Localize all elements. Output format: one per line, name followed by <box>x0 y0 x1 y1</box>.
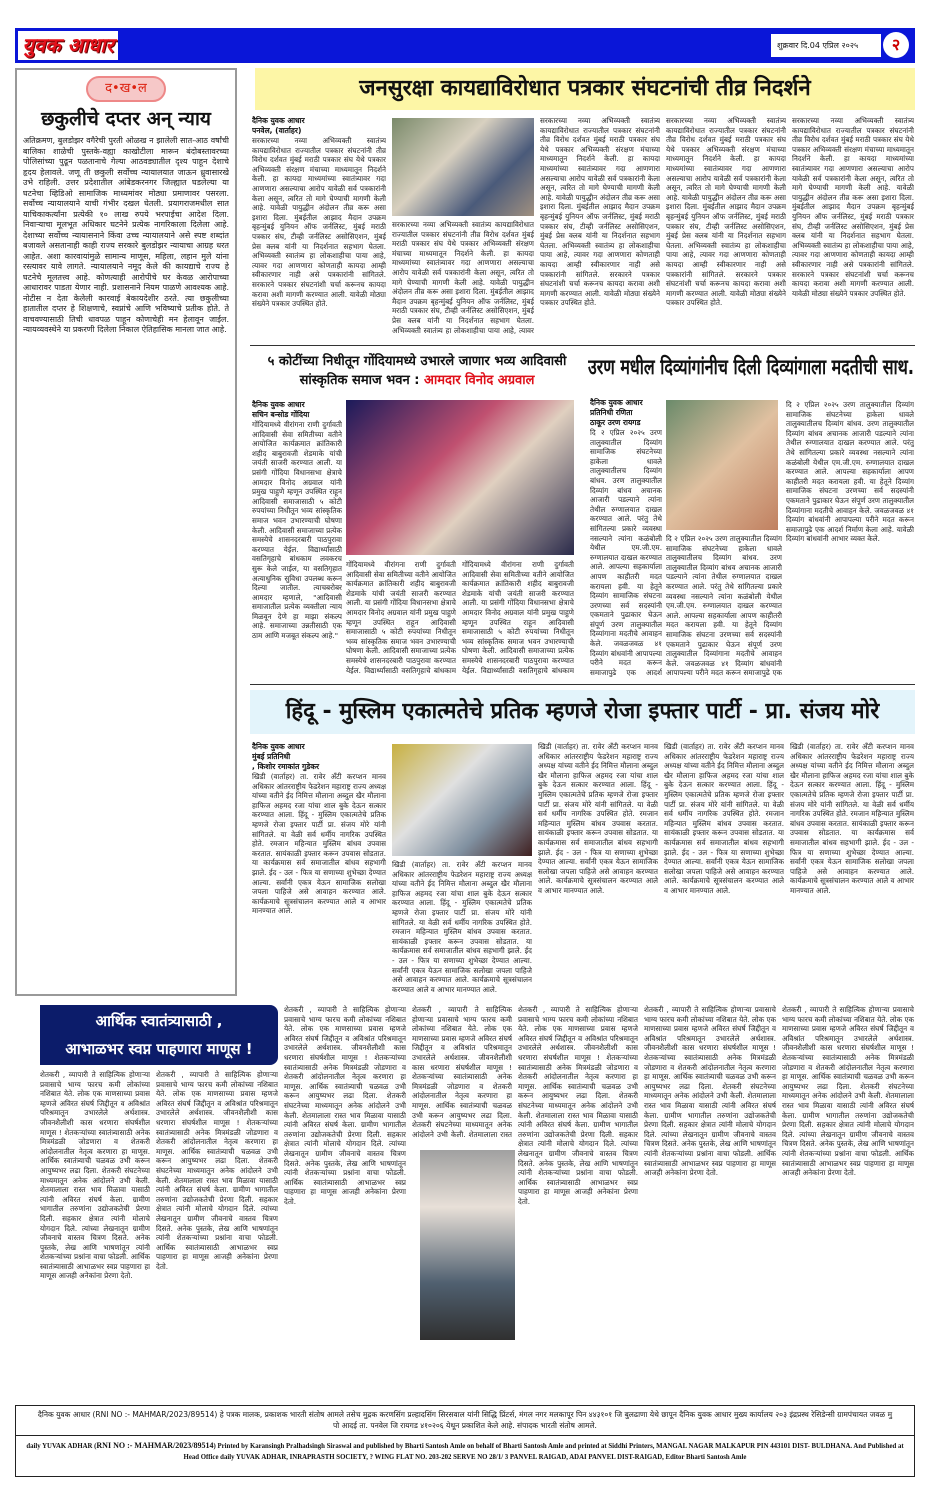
imprint-english: ) Printed by Karansingh Pralhadsingh Siraswal and published by Bharti Santosh Amle on behalf of Bharti Santosh Amle and printed at Siddhi Printers, MANGAL NAGAR MALKAPUR PIN 443101 DIST- BULDHANA. And Published at Head Office daily YUVAK ADHAR, INRAPRASTH SOCIETY, ? WING FLAT NO. 203-202 SERVE NO 28/1/ 3 PANVEL RAIGAD, ADAI PANVEL DIST-RAIGAD, Editor Bharti Santosh Amle <box>183 1443 904 1461</box>
gondia-headline-highlight: आमदार विनोद अग्रवाल <box>423 373 535 388</box>
uran-body: दि २ एप्रिल २०२५ उरण तालुक्यातील दिव्यांग सामाजिक संघटनेच्या हाकेला धावले तालुक्यातीलच दिव्यांग बांधव. उरण तालुक्यातील दिव्यांग बांधव अचानक आजारी पडल्याने त्यांना तेथील रुग्णालयात दाखल करण्यात आले. परंतु तेथे सांगितल्या प्रकारे व्यवस्था नसल्याने त्यांना कळंबोली येथील एम.जी.एम. रुग्णालयात दाखल करण्यात आले. आपल्या सहकार्याला आपण काहीतरी मदत करायला हवी. या हेतूने दिव्यांग सामाजिक संघटना उरणच्या सर्व सदस्यांनी एकमताने पुढाकार घेऊन संपूर्ण उरण तालुक्यातील दिव्यांगाना मदतीचे आवाहन केले. जवळजवळ ४१ दिव्यांग बांधवांनी आपापल्या परीने मदत करून समाजापुढे एक आदर्श <box>590 428 662 677</box>
main-story-col4 <box>666 116 786 336</box>
bottom-col4 <box>412 1005 512 1145</box>
gondia-body-cont: गोंदियामध्ये वीरांगना राणी दुर्गावती आदिवासी सेवा समितीच्या वतीने आयोजित कार्यक्रमात क्रांतिकारी शहीद बाबुरावजी शेडमाके यांची जयंती साजरी करण्यात आली. या प्रसंगी गोंदिया विधानसभा क्षेत्राचे आमदार विनोद अग्रवाल यांनी प्रमुख पाहुणे म्हणून उपस्थित राहून आदिवासी समाजासाठी ५ कोटी रुपयांच्या निधीतून भव्य सांस्कृतिक समाज भवन उभारण्याची घोषणा केली. आदिवासी समाजाच्या प्रत्येक समस्येचे शासनदरबारी पाठपुरावा करण्यात येईल. विद्यार्थ्यांसाठी वसतिगृहाचे बांधकाम <box>346 560 456 675</box>
editorial-title-box <box>23 106 229 132</box>
imprint-rni: RNI NO :- MAHMAR/2023/89514 <box>96 1441 214 1450</box>
byline-location: पनवेल, (वार्ताहर) <box>252 126 302 135</box>
bottom-body-cont: शेतकरी , व्यापारी ते साहित्यिक होणाऱ्या प्रवासाचे भाग्य फारच कमी लोकांच्या नशिबात येते. लोक एक माणसाच्या प्रवास म्हणजे अविरत संघर्ष जिद्दीतून व अविश्रांत परिश्रमातून उभारलेले अर्थशास्त्र. जीवनशैलीशी कास धरणारा संघर्षशील माणूस ! शेतकऱ्यांच्या स्वातंत्र्यासाठी अनेक मित्रमंडळी जोडणारा व शेतकरी आंदोलनातील नेतृत्व करणारा हा माणूस. आर्थिक स्वातंत्र्याची चळवळ उभी करून आयुष्यभर लढा दिला. शेतकरी संघटनेच्या माध्यमातून अनेक आंदोलने उभी केली. शेतमालाला रास्त भाव मिळावा यासाठी त्यांनी अविरत संघर्ष केला. ग्रामीण भागातील तरुणांना उद्योजकतेची प्रेरणा दिली. सहकार क्षेत्रात त्यांनी मोलाचे योगदान दिले. त्यांच्या लेखनातून ग्रामीण जीवनाचे वास्तव चित्रण दिसते. अनेक पुस्तके, लेख आणि भाषणांतून त्यांनी शेतकऱ्यांच्या प्रश्नांना वाचा फोडली. आर्थिक स्वातंत्र्यासाठी आभाळभर स्वप्न पाहणारा हा माणूस आजही अनेकांना प्रेरणा देतो. <box>782 1005 914 1178</box>
issue-date-box <box>771 34 881 57</box>
uran-headline: उरण मधील दिव्यांगांनीच दिली दिव्यांगाला मदतीची साथ. <box>588 355 914 379</box>
newspaper-logo-box <box>18 31 118 60</box>
main-story-col1 <box>252 116 386 336</box>
gondia-headline <box>252 352 582 392</box>
gondia-body-cont: गोंदियामध्ये वीरांगना राणी दुर्गावती आदिवासी सेवा समितीच्या वतीने आयोजित कार्यक्रमात क्रांतिकारी शहीद बाबुरावजी शेडमाके यांची जयंती साजरी करण्यात आली. या प्रसंगी गोंदिया विधानसभा क्षेत्राचे आमदार विनोद अग्रवाल यांनी प्रमुख पाहुणे म्हणून उपस्थित राहून आदिवासी समाजासाठी ५ कोटी रुपयांच्या निधीतून भव्य सांस्कृतिक समाज भवन उभारण्याची घोषणा केली. आदिवासी समाजाच्या प्रत्येक समस्येचे शासनदरबारी पाठपुरावा करण्यात येईल. विद्यार्थ्यांसाठी वसतिगृहाचे बांधकाम <box>462 560 574 675</box>
portrait-photo <box>420 1150 515 1340</box>
byline-location: ठाकूर उरण रायगड <box>590 418 641 427</box>
page-number: २ <box>883 32 909 58</box>
uran-col3 <box>786 400 914 680</box>
roza-body-cont: खिडी (वार्ताहर) ता. रावेर अँटी करप्शन मानव अधिकार आंतरराष्ट्रीय फेडरेशन महाराष्ट्र राज्य अध्यक्ष यांच्या वतीने ईद निमित्त मौलाना अब्दुल खैर मौलाना हाफिज अहमद रजा यांचा शाल बुके देऊन सत्कार करण्यात आला. हिंदू - मुस्लिम एकात्मतेचे प्रतिक म्हणजे रोजा इफ्तार पार्टी प्रा. संजय मोरे यांनी सांगितले. या वेळी सर्व धर्मीय नागरिक उपस्थित होते. रमजान महिन्यात मुस्लिम बांधव उपवास करतात. सायंकाळी इफ्तार करून उपवास सोडतात. या कार्यक्रमास सर्व समाजातील बांधव सहभागी झाले. ईद - उल - फित्र या सणाच्या शुभेच्छा देण्यात आल्या. सर्वांनी एकत्र येऊन सामाजिक सलोखा जपला पाहिजे असे आवाहन करण्यात आले. कार्यक्रमाचे सूत्रसंचालन करण्यात आले व आभार मानण्यात आले. <box>392 860 532 994</box>
uran-headline-box <box>588 352 914 384</box>
uran-body-cont: दि २ एप्रिल २०२५ उरण तालुक्यातील दिव्यांग सामाजिक संघटनेच्या हाकेला धावले तालुक्यातीलच दिव्यांग बांधव. उरण तालुक्यातील दिव्यांग बांधव अचानक आजारी पडल्याने त्यांना तेथील रुग्णालयात दाखल करण्यात आले. परंतु तेथे सांगितल्या प्रकारे व्यवस्था नसल्याने त्यांना कळंबोली येथील एम.जी.एम. रुग्णालयात दाखल करण्यात आले. आपल्या सहकार्याला आपण काहीतरी मदत करायला हवी. या हेतूने दिव्यांग सामाजिक संघटना उरणच्या सर्व सदस्यांनी एकमताने पुढाकार घेऊन संपूर्ण उरण तालुक्यातील दिव्यांगाना मदतीचे आवाहन केले. जवळजवळ ४१ दिव्यांग बांधवांनी आपापल्या परीने मदत करून समाजापुढे एक आदर्श निर्माण केला आहे. यावेळी दिव्यांग बांधवांनी आभार व्यक्त केले. <box>786 400 914 544</box>
main-story-body-cont: सरकारच्या नव्या अभिव्यक्ती स्वातंत्र्य कायद्याविरोधात राज्यातील पत्रकार संघटनांनी तीव्र विरोध दर्शवत मुंबई मराठी पत्रकार संघ येथे पत्रकार अभिव्यक्ती संरक्षण मंचाच्या माध्यमातून निदर्शने केली. हा कायदा माध्यमांच्या स्वातंत्र्यावर गदा आणणारा असल्याचा आरोप यावेळी सर्व पत्रकारांनी केला असून, त्वरित तो मागे घेण्याची मागणी केली आहे. यावेळी पायुद्धीन अंदोलन तीव्र करू असा इशारा दिला. मुंबईतील आझाद मैदान उपक्रम बृहन्मुंबई युनियन ऑफ जर्नलिस्ट, मुंबई मराठी पत्रकार संघ, टीव्ही जर्नलिस्ट असोसिएशन, मुंबई प्रेस क्लब यांनी या निदर्शनात सहभाग घेतला. अभिव्यक्ती स्वातंत्र्य हा लोकशाहीचा पाया आहे, त्यावर गदा आणणारा कोणताही कायदा आम्ही स्वीकारणार नाही असे पत्रकारांनी सांगितले. सरकारने पत्रकार संघटनांशी चर्चा करूनच कायदा करावा अशी मागणी करण्यात आली. यावेळी मोठ्या संख्येने पत्रकार उपस्थित होते. <box>792 116 914 298</box>
bottom-body: शेतकरी , व्यापारी ते साहित्यिक होणाऱ्या प्रवासाचे भाग्य फारच कमी लोकांच्या नशिबात येते. लोक एक माणसाच्या प्रवास म्हणजे अविरत संघर्ष जिद्दीतून व अविश्रांत परिश्रमातून उभारलेले अर्थशास्त्र. जीवनशैलीशी कास धरणारा संघर्षशील माणूस ! शेतकऱ्यांच्या स्वातंत्र्यासाठी अनेक मित्रमंडळी जोडणारा व शेतकरी आंदोलनातील नेतृत्व करणारा हा माणूस. आर्थिक स्वातंत्र्याची चळवळ उभी करून आयुष्यभर लढा दिला. शेतकरी संघटनेच्या माध्यमातून अनेक आंदोलने उभी केली. शेतमालाला रास्त भाव मिळावा यासाठी त्यांनी अविरत संघर्ष केला. ग्रामीण भागातील तरुणांना उद्योजकतेची प्रेरणा दिली. सहकार क्षेत्रात त्यांनी मोलाचे योगदान दिले. त्यांच्या लेखनातून ग्रामीण जीवनाचे वास्तव चित्रण दिसते. अनेक पुस्तके, लेख आणि भाषणांतून त्यांनी शेतकऱ्यांच्या प्रश्नांना वाचा फोडली. आर्थिक स्वातंत्र्यासाठी आभाळभर स्वप्न पाहणारा हा माणूस आजही अनेकांना प्रेरणा देतो. <box>40 1070 150 1281</box>
divider <box>250 345 915 346</box>
iftar-party-photo <box>392 744 532 856</box>
journalists-protest-photo <box>392 118 534 216</box>
bottom-headline-line2: आभाळभर स्वप्न पाहणारा माणूस ! <box>65 1040 253 1058</box>
bottom-col5 <box>518 1005 638 1395</box>
bottom-col2 <box>156 1070 278 1395</box>
roza-col4 <box>664 742 784 997</box>
bottom-body-cont: शेतकरी , व्यापारी ते साहित्यिक होणाऱ्या प्रवासाचे भाग्य फारच कमी लोकांच्या नशिबात येते. लोक एक माणसाच्या प्रवास म्हणजे अविरत संघर्ष जिद्दीतून व अविश्रांत परिश्रमातून उभारलेले अर्थशास्त्र. जीवनशैलीशी कास धरणारा संघर्षशील माणूस ! शेतकऱ्यांच्या स्वातंत्र्यासाठी अनेक मित्रमंडळी जोडणारा व शेतकरी आंदोलनातील नेतृत्व करणारा हा माणूस. आर्थिक स्वातंत्र्याची चळवळ उभी करून आयुष्यभर लढा दिला. शेतकरी संघटनेच्या माध्यमातून अनेक आंदोलने उभी केली. शेतमालाला रास्त भाव मिळावा यासाठी त्यांनी अविरत संघर्ष केला. ग्रामीण भागातील तरुणांना उद्योजकतेची प्रेरणा दिली. सहकार क्षेत्रात त्यांनी मोलाचे योगदान दिले. त्यांच्या लेखनातून ग्रामीण जीवनाचे वास्तव चित्रण दिसते. अनेक पुस्तके, लेख आणि भाषणांतून त्यांनी शेतकऱ्यांच्या प्रश्नांना वाचा फोडली. आर्थिक स्वातंत्र्यासाठी आभाळभर स्वप्न पाहणारा हा माणूस आजही अनेकांना प्रेरणा देतो. <box>156 1070 278 1271</box>
divider <box>250 684 915 685</box>
bottom-col3 <box>284 1005 406 1395</box>
main-story-body-cont: सरकारच्या नव्या अभिव्यक्ती स्वातंत्र्य कायद्याविरोधात राज्यातील पत्रकार संघटनांनी तीव्र विरोध दर्शवत मुंबई मराठी पत्रकार संघ येथे पत्रकार अभिव्यक्ती संरक्षण मंचाच्या माध्यमातून निदर्शने केली. हा कायदा माध्यमांच्या स्वातंत्र्यावर गदा आणणारा असल्याचा आरोप यावेळी सर्व पत्रकारांनी केला असून, त्वरित तो मागे घेण्याची मागणी केली आहे. यावेळी पायुद्धीन अंदोलन तीव्र करू असा इशारा दिला. मुंबईतील आझाद मैदान उपक्रम बृहन्मुंबई युनियन ऑफ जर्नलिस्ट, मुंबई मराठी पत्रकार संघ, टीव्ही जर्नलिस्ट असोसिएशन, मुंबई प्रेस क्लब यांनी या निदर्शनात सहभाग घेतला. अभिव्यक्ती स्वातंत्र्य हा लोकशाहीचा पाया आहे, त्यावर गदा आणणारा कोणताही कायदा आम्ही स्वीकारणार नाही असे पत्रकारांनी सांगितले. सरकारने पत्रकार संघटनांशी चर्चा करूनच कायदा करावा अशी मागणी करण्यात आली. यावेळी मोठ्या संख्येने पत्रकार उपस्थित होते. <box>666 116 786 308</box>
roza-body-cont: खिडी (वार्ताहर) ता. रावेर अँटी करप्शन मानव अधिकार आंतरराष्ट्रीय फेडरेशन महाराष्ट्र राज्य अध्यक्ष यांच्या वतीने ईद निमित्त मौलाना अब्दुल खैर मौलाना हाफिज अहमद रजा यांचा शाल बुके देऊन सत्कार करण्यात आला. हिंदू - मुस्लिम एकात्मतेचे प्रतिक म्हणजे रोजा इफ्तार पार्टी प्रा. संजय मोरे यांनी सांगितले. या वेळी सर्व धर्मीय नागरिक उपस्थित होते. रमजान महिन्यात मुस्लिम बांधव उपवास करतात. सायंकाळी इफ्तार करून उपवास सोडतात. या कार्यक्रमास सर्व समाजातील बांधव सहभागी झाले. ईद - उल - फित्र या सणाच्या शुभेच्छा देण्यात आल्या. सर्वांनी एकत्र येऊन सामाजिक सलोखा जपला पाहिजे असे आवाहन करण्यात आले. कार्यक्रमाचे सूत्रसंचालन करण्यात आले व आभार मानण्यात आले. <box>664 742 784 895</box>
roza-col2 <box>392 860 532 997</box>
imprint-english-prefix: daily YUVAK ADHAR ( <box>26 1443 97 1450</box>
byline: दैनिक युवक आधार <box>252 116 305 125</box>
uran-donation-photo <box>666 400 778 530</box>
dakhal-section-logo-box <box>86 76 166 102</box>
byline: दैनिक युवक आधार <box>590 398 643 407</box>
roza-headline: हिंदू - मुस्लिम एकात्मतेचे प्रतिक म्हणजे रोजा इफ्तार पार्टी - प्रा. संजय मोरे <box>285 699 880 724</box>
main-story-body: सरकारच्या नव्या अभिव्यक्ती स्वातंत्र्य कायद्याविरोधात राज्यातील पत्रकार संघटनांनी तीव्र विरोध दर्शवत मुंबई मराठी पत्रकार संघ येथे पत्रकार अभिव्यक्ती संरक्षण मंचाच्या माध्यमातून निदर्शने केली. हा कायदा माध्यमांच्या स्वातंत्र्यावर गदा आणणारा असल्याचा आरोप यावेळी सर्व पत्रकारांनी केला असून, त्वरित तो मागे घेण्याची मागणी केली आहे. यावेळी पायुद्धीन अंदोलन तीव्र करू असा इशारा दिला. मुंबईतील आझाद मैदान उपक्रम बृहन्मुंबई युनियन ऑफ जर्नलिस्ट, मुंबई मराठी पत्रकार संघ, टीव्ही जर्नलिस्ट असोसिएशन, मुंबई प्रेस क्लब यांनी या निदर्शनात सहभाग घेतला. अभिव्यक्ती स्वातंत्र्य हा लोकशाहीचा पाया आहे, त्यावर गदा आणणारा कोणताही कायदा आम्ही स्वीकारणार नाही असे पत्रकारांनी सांगितले. सरकारने पत्रकार संघटनांशी चर्चा करूनच कायदा करावा अशी मागणी करण्यात आली. यावेळी मोठ्या संख्येने पत्रकार उपस्थित होते. <box>252 136 386 309</box>
roza-body-cont: खिडी (वार्ताहर) ता. रावेर अँटी करप्शन मानव अधिकार आंतरराष्ट्रीय फेडरेशन महाराष्ट्र राज्य अध्यक्ष यांच्या वतीने ईद निमित्त मौलाना अब्दुल खैर मौलाना हाफिज अहमद रजा यांचा शाल बुके देऊन सत्कार करण्यात आला. हिंदू - मुस्लिम एकात्मतेचे प्रतिक म्हणजे रोजा इफ्तार पार्टी प्रा. संजय मोरे यांनी सांगितले. या वेळी सर्व धर्मीय नागरिक उपस्थित होते. रमजान महिन्यात मुस्लिम बांधव उपवास करतात. सायंकाळी इफ्तार करून उपवास सोडतात. या कार्यक्रमास सर्व समाजातील बांधव सहभागी झाले. ईद - उल - फित्र या सणाच्या शुभेच्छा देण्यात आल्या. सर्वांनी एकत्र येऊन सामाजिक सलोखा जपला पाहिजे असे आवाहन करण्यात आले. कार्यक्रमाचे सूत्रसंचालन करण्यात आले व आभार मानण्यात आले. <box>790 742 914 895</box>
gondia-headline-line1-box <box>252 352 582 371</box>
main-story-col2 <box>392 220 534 335</box>
byline-reporter: , किशोर रमाकांत गुडेकर <box>252 762 320 771</box>
bottom-col6 <box>644 1005 776 1395</box>
bottom-col1 <box>40 1070 150 1395</box>
editorial-column <box>15 68 237 996</box>
main-story-body-cont: सरकारच्या नव्या अभिव्यक्ती स्वातंत्र्य कायद्याविरोधात राज्यातील पत्रकार संघटनांनी तीव्र विरोध दर्शवत मुंबई मराठी पत्रकार संघ येथे पत्रकार अभिव्यक्ती संरक्षण मंचाच्या माध्यमातून निदर्शने केली. हा कायदा माध्यमांच्या स्वातंत्र्यावर गदा आणणारा असल्याचा आरोप यावेळी सर्व पत्रकारांनी केला असून, त्वरित तो मागे घेण्याची मागणी केली आहे. यावेळी पायुद्धीन अंदोलन तीव्र करू असा इशारा दिला. मुंबईतील आझाद मैदान उपक्रम बृहन्मुंबई युनियन ऑफ जर्नलिस्ट, मुंबई मराठी पत्रकार संघ, टीव्ही जर्नलिस्ट असोसिएशन, मुंबई प्रेस क्लब यांनी या निदर्शनात सहभाग घेतला. अभिव्यक्ती स्वातंत्र्य हा लोकशाहीचा पाया आहे, त्यावर गदा आणणारा कोणताही कायदा आम्ही स्वीकारणार नाही असे पत्रकारांनी सांगितले. सरकारने पत्रकार संघटनांशी चर्चा करूनच कायदा करावा अशी मागणी करण्यात आली. यावेळी मोठ्या संख्येने पत्रकार उपस्थित होते. <box>540 116 660 308</box>
bottom-headline <box>40 1005 278 1065</box>
bottom-headline-line2-box <box>46 1035 272 1063</box>
main-story-body-cont: सरकारच्या नव्या अभिव्यक्ती स्वातंत्र्य कायद्याविरोधात राज्यातील पत्रकार संघटनांनी तीव्र विरोध दर्शवत मुंबई मराठी पत्रकार संघ येथे पत्रकार अभिव्यक्ती संरक्षण मंचाच्या माध्यमातून निदर्शने केली. हा कायदा माध्यमांच्या स्वातंत्र्यावर गदा आणणारा असल्याचा आरोप यावेळी सर्व पत्रकारांनी केला असून, त्वरित तो मागे घेण्याची मागणी केली आहे. यावेळी पायुद्धीन अंदोलन तीव्र करू असा इशारा दिला. मुंबईतील आझाद मैदान उपक्रम बृहन्मुंबई युनियन ऑफ जर्नलिस्ट, मुंबई मराठी पत्रकार संघ, टीव्ही जर्नलिस्ट असोसिएशन, मुंबई प्रेस क्लब यांनी या निदर्शनात सहभाग घेतला. अभिव्यक्ती स्वातंत्र्य हा लोकशाहीचा पाया आहे, त्यावर <box>392 220 534 335</box>
roza-body-cont: खिडी (वार्ताहर) ता. रावेर अँटी करप्शन मानव अधिकार आंतरराष्ट्रीय फेडरेशन महाराष्ट्र राज्य अध्यक्ष यांच्या वतीने ईद निमित्त मौलाना अब्दुल खैर मौलाना हाफिज अहमद रजा यांचा शाल बुके देऊन सत्कार करण्यात आला. हिंदू - मुस्लिम एकात्मतेचे प्रतिक म्हणजे रोजा इफ्तार पार्टी प्रा. संजय मोरे यांनी सांगितले. या वेळी सर्व धर्मीय नागरिक उपस्थित होते. रमजान महिन्यात मुस्लिम बांधव उपवास करतात. सायंकाळी इफ्तार करून उपवास सोडतात. या कार्यक्रमास सर्व समाजातील बांधव सहभागी झाले. ईद - उल - फित्र या सणाच्या शुभेच्छा देण्यात आल्या. सर्वांनी एकत्र येऊन सामाजिक सलोखा जपला पाहिजे असे आवाहन करण्यात आले. कार्यक्रमाचे सूत्रसंचालन करण्यात आले व आभार मानण्यात आले. <box>538 742 658 895</box>
gondia-headline-line2-box <box>252 371 582 390</box>
roza-col5 <box>790 742 914 997</box>
byline: दैनिक युवक आधार <box>252 400 305 409</box>
gondia-headline-line1: ५ कोटींच्या निधीतून गोंदियामध्ये उभारले जाणार भव्य आदिवासी <box>267 354 567 369</box>
gondia-col3 <box>462 560 574 680</box>
bottom-body-cont: शेतकरी , व्यापारी ते साहित्यिक होणाऱ्या प्रवासाचे भाग्य फारच कमी लोकांच्या नशिबात येते. लोक एक माणसाच्या प्रवास म्हणजे अविरत संघर्ष जिद्दीतून व अविश्रांत परिश्रमातून उभारलेले अर्थशास्त्र. जीवनशैलीशी कास धरणारा संघर्षशील माणूस ! शेतकऱ्यांच्या स्वातंत्र्यासाठी अनेक मित्रमंडळी जोडणारा व शेतकरी आंदोलनातील नेतृत्व करणारा हा माणूस. आर्थिक स्वातंत्र्याची चळवळ उभी करून आयुष्यभर लढा दिला. शेतकरी संघटनेच्या माध्यमातून अनेक आंदोलने उभी केली. शेतमालाला रास्त भाव मिळावा यासाठी त्यांनी अविरत संघर्ष केला. ग्रामीण भागातील तरुणांना उद्योजकतेची प्रेरणा दिली. सहकार क्षेत्रात त्यांनी मोलाचे योगदान दिले. त्यांच्या लेखनातून ग्रामीण जीवनाचे वास्तव चित्रण दिसते. अनेक पुस्तके, लेख आणि भाषणांतून त्यांनी शेतकऱ्यांच्या प्रश्नांना वाचा फोडली. आर्थिक स्वातंत्र्यासाठी आभाळभर स्वप्न पाहणारा हा माणूस आजही अनेकांना प्रेरणा देतो. <box>644 1005 776 1178</box>
newspaper-logo: युवक आधार <box>22 33 114 57</box>
editorial-body: अतिक्रमण, बुलडोझर वगैरेची पुरती ओळख न झालेली सात-आठ वर्षांची बालिका शाळेची पुस्तके-वह्या काखोटीला मारून बंदोबस्तावरच्या पोलिसांच्या पुढून पळतानाचे गेल्या आठवड्यातील दृश्य पाहून देशाचे हृदय हेलावले. जणू ती छकुली सर्वोच्च न्यायालयात जाऊन ध्रुवासारखे उभे राहिली. उत्तर प्रदेशातील आंबेडकरनगर जिल्ह्यात घडलेल्या या घटनेचा व्हिडिओ सामाजिक माध्यमांवर मोठ्या प्रमाणावर पसरला. सर्वोच्च न्यायालयाने याची गंभीर दखल घेतली. प्रयागराजमधील सात याचिकाकर्त्यांना प्रत्येकी १० लाख रुपये भरपाईचा आदेश दिला. निवाऱ्याचा मूलभूत अधिकार घटनेने प्रत्येक नागरिकाला दिलेला आहे. देशाच्या सर्वोच्च न्यायासनाने किंवा उच्च न्यायालयाने असे स्पष्ट शब्दांत बजावले असतानाही काही राज्य सरकारे बुलडोझर न्यायाचा आग्रह धरत आहेत. अशा कारवायांमुळे सामान्य माणूस, महिला, लहान मुले यांना रस्त्यावर यावे लागते. न्यायालयाने नमूद केले की कायद्याचे राज्य हे घटनेचे मूलतत्त्व आहे. कोणत्याही आरोपीचे घर केवळ आरोपाच्या आधारावर पाडता येणार नाही. प्रशासनाने नियम पाळणे आवश्यक आहे. नोटीस न देता केलेली कारवाई बेकायदेशीर ठरते. त्या छकुलीच्या हातातील दप्तर हे शिक्षणाचे, स्वप्नांचे आणि भविष्याचे प्रतीक होते. ते वाचवण्यासाठी तिची धावपळ पाहून कोणाचेही मन हेलावून जाईल. न्यायव्यवस्थेने या प्रकरणी दिलेला निकाल ऐतिहासिक मानला जात आहे. <box>23 136 229 334</box>
main-story-col5 <box>792 116 914 336</box>
gondia-event-photo <box>346 400 574 555</box>
byline-reporter: प्रतिनिधी रणिता <box>590 408 633 417</box>
bottom-col7 <box>782 1005 914 1395</box>
main-headline: जनसुरक्षा कायद्याविरोधात पत्रकार संघटनांची तीव्र निदर्शने <box>359 76 811 101</box>
issue-date: शुक्रवार दि.04 एप्रिल २०२५ <box>777 41 859 50</box>
editorial-title: छकुलीचे दप्तर अन् न्याय <box>41 108 211 130</box>
gondia-headline-line2: सांस्कृतिक समाज भवन : <box>299 373 420 388</box>
byline-reporter: सचिन बन्सोड गोंदिया <box>252 410 310 419</box>
uran-body-cont: दि २ एप्रिल २०२५ उरण तालुक्यातील दिव्यांग सामाजिक संघटनेच्या हाकेला धावले तालुक्यातीलच दिव्यांग बांधव. उरण तालुक्यातील दिव्यांग बांधव अचानक आजारी पडल्याने त्यांना तेथील रुग्णालयात दाखल करण्यात आले. परंतु तेथे सांगितल्या प्रकारे व्यवस्था नसल्याने त्यांना कळंबोली येथील एम.जी.एम. रुग्णालयात दाखल करण्यात आले. आपल्या सहकार्याला आपण काहीतरी मदत करायला हवी. या हेतूने दिव्यांग सामाजिक संघटना उरणच्या सर्व सदस्यांनी एकमताने पुढाकार घेऊन संपूर्ण उरण तालुक्यातील दिव्यांगाना मदतीचे आवाहन केले. जवळजवळ ४१ दिव्यांग बांधवांनी आपापल्या परीने मदत करून समाजापुढे एक <box>666 534 782 678</box>
bottom-body-cont: शेतकरी , व्यापारी ते साहित्यिक होणाऱ्या प्रवासाचे भाग्य फारच कमी लोकांच्या नशिबात येते. लोक एक माणसाच्या प्रवास म्हणजे अविरत संघर्ष जिद्दीतून व अविश्रांत परिश्रमातून उभारलेले अर्थशास्त्र. जीवनशैलीशी कास धरणारा संघर्षशील माणूस ! शेतकऱ्यांच्या स्वातंत्र्यासाठी अनेक मित्रमंडळी जोडणारा व शेतकरी आंदोलनातील नेतृत्व करणारा हा माणूस. आर्थिक स्वातंत्र्याची चळवळ उभी करून आयुष्यभर लढा दिला. शेतकरी संघटनेच्या माध्यमातून अनेक आंदोलने उभी केली. शेतमालाला रास्त <box>412 1005 512 1139</box>
main-story-col3 <box>540 116 660 336</box>
footer-divider <box>16 1435 914 1436</box>
masthead <box>15 28 915 63</box>
roza-col1 <box>252 742 386 997</box>
uran-col2 <box>666 534 782 680</box>
roza-body: खिडी (वार्ताहर) ता. रावेर अँटी करप्शन मानव अधिकार आंतरराष्ट्रीय फेडरेशन महाराष्ट्र राज्य अध्यक्ष यांच्या वतीने ईद निमित्त मौलाना अब्दुल खैर मौलाना हाफिज अहमद रजा यांचा शाल बुके देऊन सत्कार करण्यात आला. हिंदू - मुस्लिम एकात्मतेचे प्रतिक म्हणजे रोजा इफ्तार पार्टी प्रा. संजय मोरे यांनी सांगितले. या वेळी सर्व धर्मीय नागरिक उपस्थित होते. रमजान महिन्यात मुस्लिम बांधव उपवास करतात. सायंकाळी इफ्तार करून उपवास सोडतात. या कार्यक्रमास सर्व समाजातील बांधव सहभागी झाले. ईद - उल - फित्र या सणाच्या शुभेच्छा देण्यात आल्या. सर्वांनी एकत्र येऊन सामाजिक सलोखा जपला पाहिजे असे आवाहन करण्यात आले. कार्यक्रमाचे सूत्रसंचालन करण्यात आले व आभार मानण्यात आले. <box>252 772 386 916</box>
roza-headline-band <box>250 690 915 734</box>
gondia-body: गोंदियामध्ये वीरांगना राणी दुर्गावती आदिवासी सेवा समितीच्या वतीने आयोजित कार्यक्रमात क्रांतिकारी शहीद बाबुरावजी शेडमाके यांची जयंती साजरी करण्यात आली. या प्रसंगी गोंदिया विधानसभा क्षेत्राचे आमदार विनोद अग्रवाल यांनी प्रमुख पाहुणे म्हणून उपस्थित राहून आदिवासी समाजासाठी ५ कोटी रुपयांच्या निधीतून भव्य सांस्कृतिक समाज भवन उभारण्याची घोषणा केली. आदिवासी समाजाच्या प्रत्येक समस्येचे शासनदरबारी पाठपुरावा करण्यात येईल. विद्यार्थ्यांसाठी वसतिगृहाचे बांधकाम लवकरच सुरू केले जाईल, या वसतिगृहात अत्याधुनिक सुविधा उपलब्ध करून दिल्या जातील. त्याचबरोबर आमदार म्हणाले, "आदिवासी समाजातील प्रत्येक व्यक्तीला न्याय मिळवून देणे हा माझा संकल्प आहे. समाजाच्या उन्नतीसाठी एक ठाम आणि मजबूत संकल्प आहे." <box>252 420 342 641</box>
main-headline-band <box>255 68 915 110</box>
roza-col3 <box>538 742 658 997</box>
imprint-marathi: दैनिक युवक आधार (RNI NO :- MAHMAR/2023/89514) हे पत्रक मालक, प्रकाशक भारती संतोष आमले तसेच मुद्रक करणसिंग प्रल्हादसिंग सिरसवाल यांनी सिद्धि प्रिंटर्स, मंगल नगर मलकापूर पिन ४४३१०१ जि बुलढाणा येथे छापून दैनिक युवक आधार मुख्य कार्यालय २०३ इंद्रप्रस्थ रेसिडेन्सी ग्रामपंचायत जवळ मु पो आदई ता. पनवेल जि रायगड ४१०२०६ येथून प्रकाशित केले आहे. संपादक भारती संतोष आमले. <box>37 1410 893 1430</box>
byline-location: मुंबई प्रतिनिधी <box>252 752 291 761</box>
bottom-headline-line1: आर्थिक स्वातंत्र्यासाठी , <box>95 1012 223 1030</box>
byline: दैनिक युवक आधार <box>252 742 305 751</box>
bottom-headline-line1-box <box>46 1007 272 1035</box>
imprint-footer <box>15 1405 915 1477</box>
dakhal-section-logo: द•ख•ल <box>105 81 147 96</box>
gondia-col1 <box>252 400 342 680</box>
gondia-col2 <box>346 560 456 680</box>
uran-col1 <box>590 398 662 680</box>
bottom-body-cont: शेतकरी , व्यापारी ते साहित्यिक होणाऱ्या प्रवासाचे भाग्य फारच कमी लोकांच्या नशिबात येते. लोक एक माणसाच्या प्रवास म्हणजे अविरत संघर्ष जिद्दीतून व अविश्रांत परिश्रमातून उभारलेले अर्थशास्त्र. जीवनशैलीशी कास धरणारा संघर्षशील माणूस ! शेतकऱ्यांच्या स्वातंत्र्यासाठी अनेक मित्रमंडळी जोडणारा व शेतकरी आंदोलनातील नेतृत्व करणारा हा माणूस. आर्थिक स्वातंत्र्याची चळवळ उभी करून आयुष्यभर लढा दिला. शेतकरी संघटनेच्या माध्यमातून अनेक आंदोलने उभी केली. शेतमालाला रास्त भाव मिळावा यासाठी त्यांनी अविरत संघर्ष केला. ग्रामीण भागातील तरुणांना उद्योजकतेची प्रेरणा दिली. सहकार क्षेत्रात त्यांनी मोलाचे योगदान दिले. त्यांच्या लेखनातून ग्रामीण जीवनाचे वास्तव चित्रण दिसते. अनेक पुस्तके, लेख आणि भाषणांतून त्यांनी शेतकऱ्यांच्या प्रश्नांना वाचा फोडली. आर्थिक स्वातंत्र्यासाठी आभाळभर स्वप्न पाहणारा हा माणूस आजही अनेकांना प्रेरणा देतो. <box>518 1005 638 1206</box>
bottom-body-cont: शेतकरी , व्यापारी ते साहित्यिक होणाऱ्या प्रवासाचे भाग्य फारच कमी लोकांच्या नशिबात येते. लोक एक माणसाच्या प्रवास म्हणजे अविरत संघर्ष जिद्दीतून व अविश्रांत परिश्रमातून उभारलेले अर्थशास्त्र. जीवनशैलीशी कास धरणारा संघर्षशील माणूस ! शेतकऱ्यांच्या स्वातंत्र्यासाठी अनेक मित्रमंडळी जोडणारा व शेतकरी आंदोलनातील नेतृत्व करणारा हा माणूस. आर्थिक स्वातंत्र्याची चळवळ उभी करून आयुष्यभर लढा दिला. शेतकरी संघटनेच्या माध्यमातून अनेक आंदोलने उभी केली. शेतमालाला रास्त भाव मिळावा यासाठी त्यांनी अविरत संघर्ष केला. ग्रामीण भागातील तरुणांना उद्योजकतेची प्रेरणा दिली. सहकार क्षेत्रात त्यांनी मोलाचे योगदान दिले. त्यांच्या लेखनातून ग्रामीण जीवनाचे वास्तव चित्रण दिसते. अनेक पुस्तके, लेख आणि भाषणांतून त्यांनी शेतकऱ्यांच्या प्रश्नांना वाचा फोडली. आर्थिक स्वातंत्र्यासाठी आभाळभर स्वप्न पाहणारा हा माणूस आजही अनेकांना प्रेरणा देतो. <box>284 1005 406 1206</box>
